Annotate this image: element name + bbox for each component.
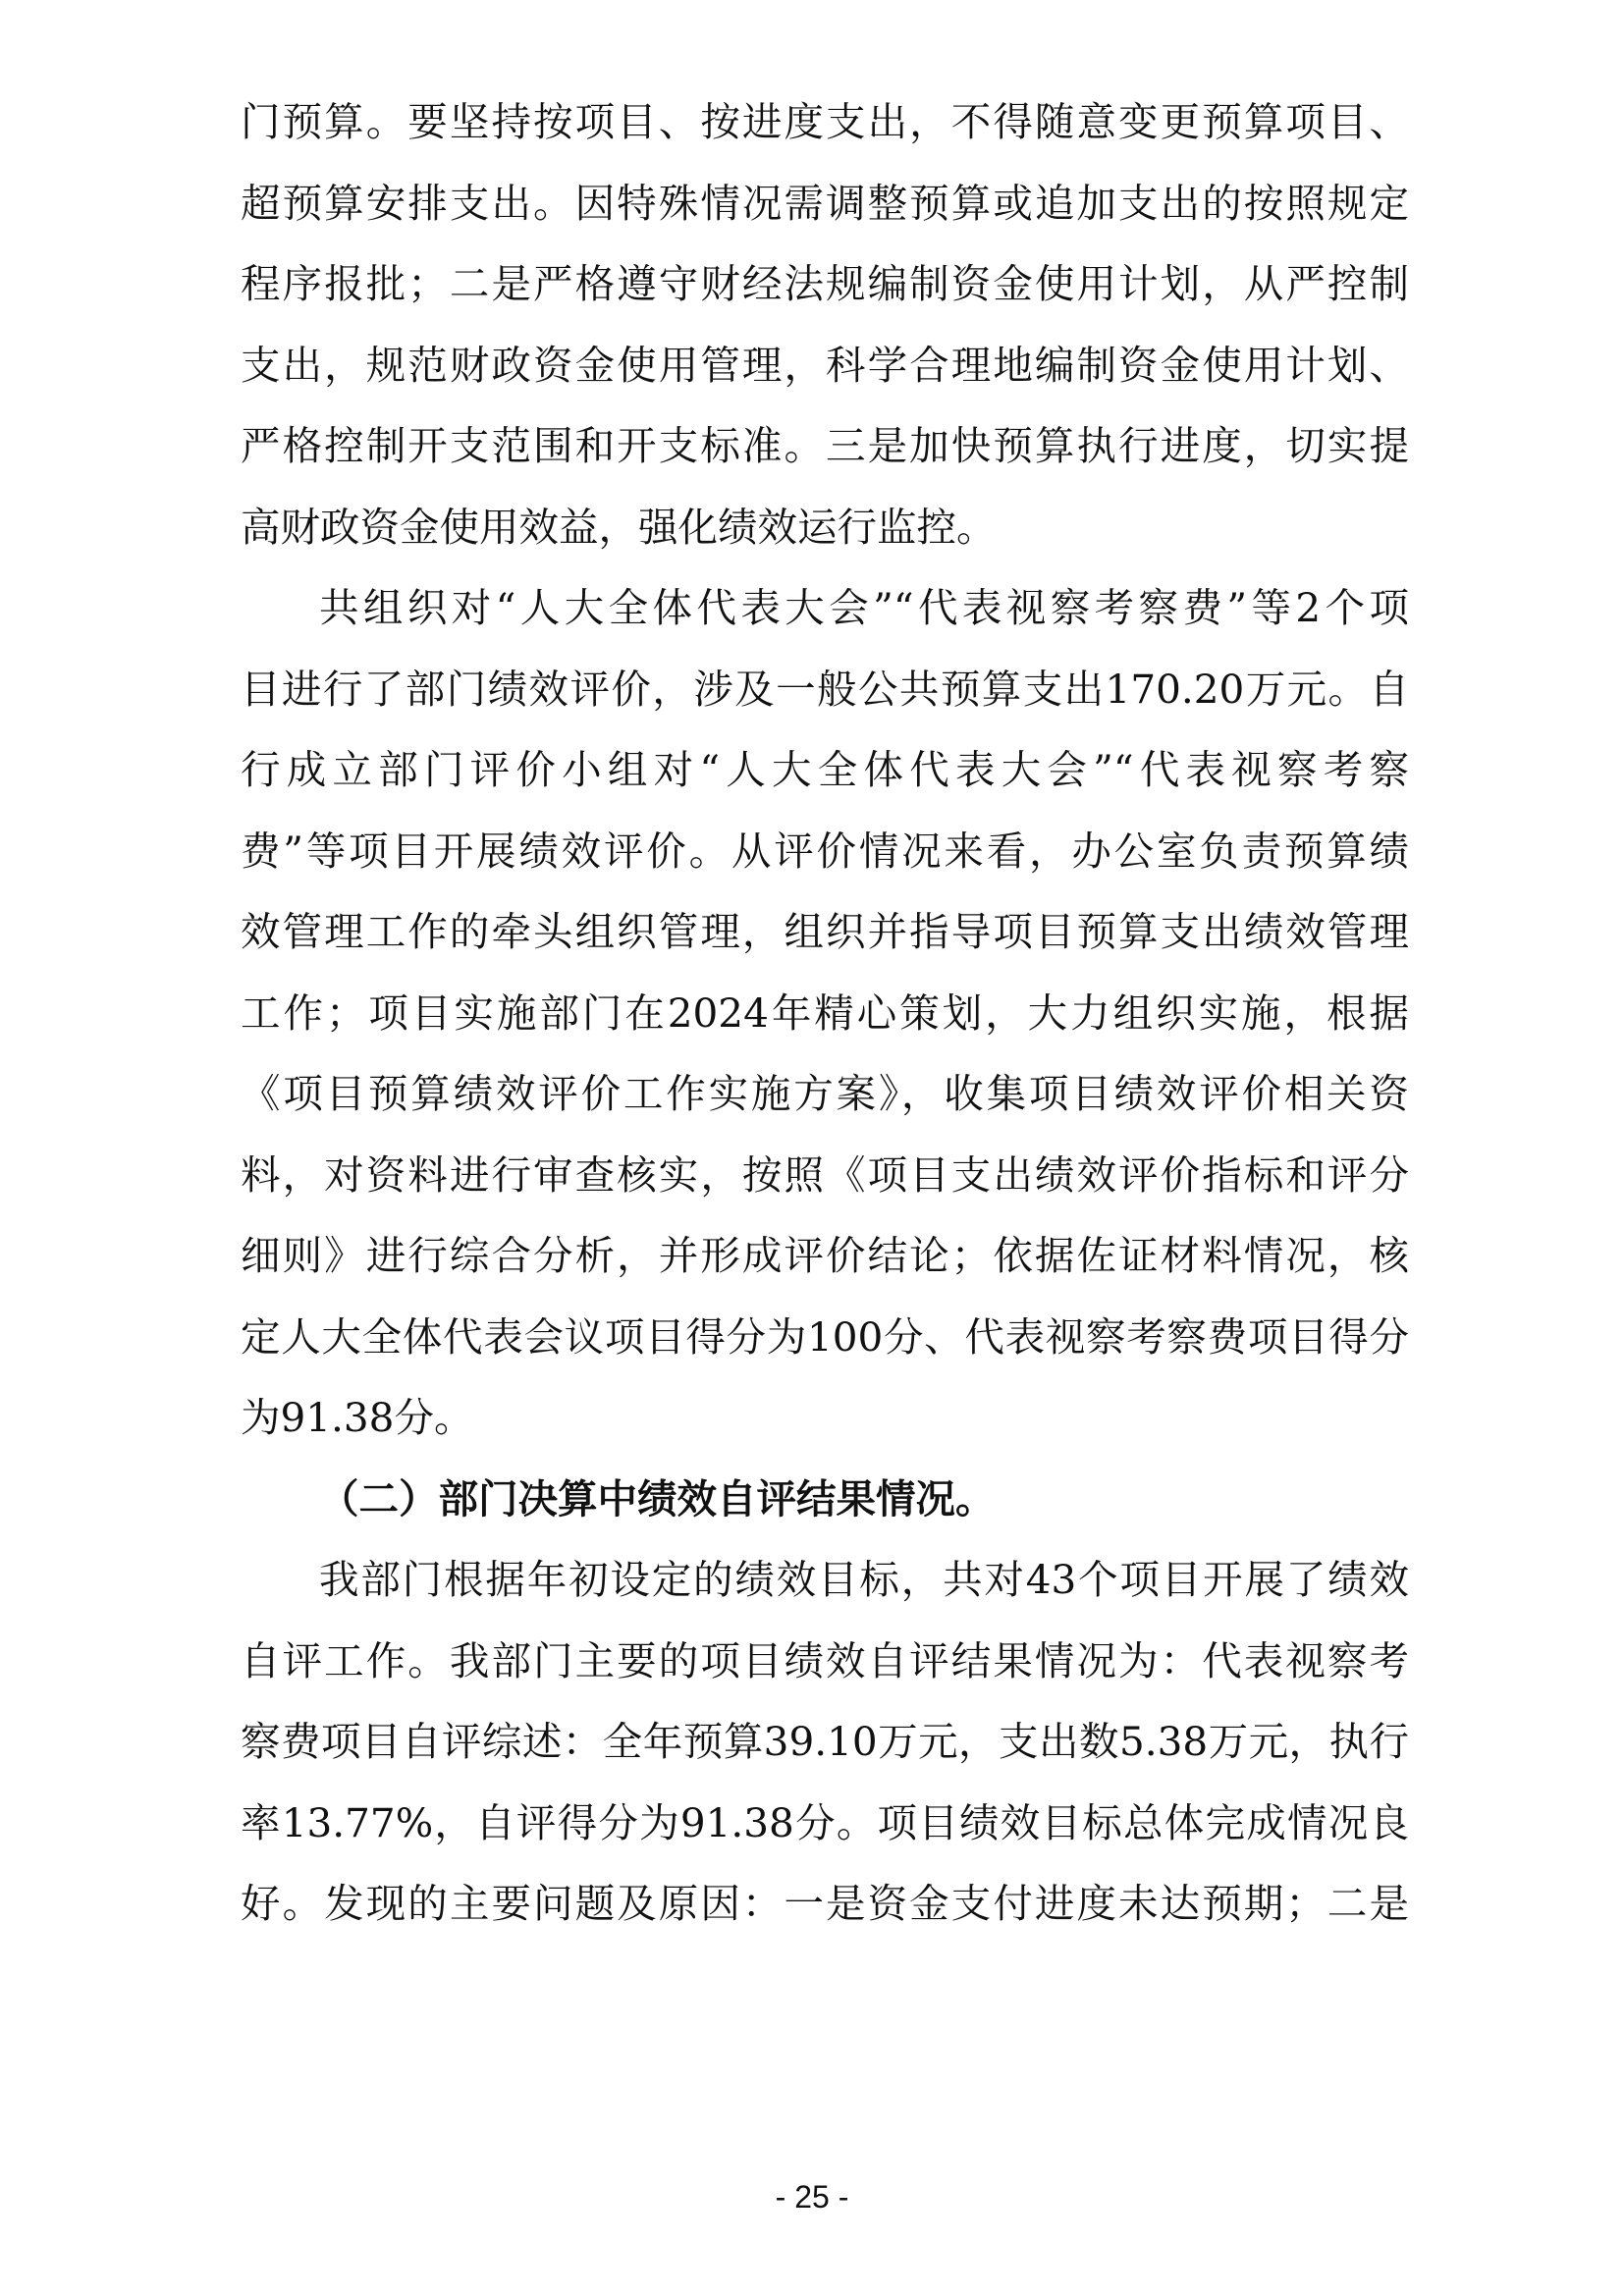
paragraph-2-line: 效管理工作的牵头组织管理，组织并指导项目预算支出绩效管理	[241, 908, 1409, 955]
paragraph-1-line: 高财政资金使用效益，强化绩效运行监控。	[241, 504, 997, 551]
paragraph-2-line: 定人大全体代表会议项目得分为100分、代表视察考察费项目得分	[241, 1313, 1409, 1361]
paragraph-1-line: 支出，规范财政资金使用管理，科学合理地编制资金使用计划、	[241, 342, 1409, 389]
paragraph-3-line: 好。发现的主要问题及原因：一是资金支付进度未达预期；二是	[241, 1880, 1409, 1927]
paragraph-2-line: 工作；项目实施部门在2024年精心策划，大力组织实施，根据	[241, 989, 1409, 1037]
paragraph-2-line: 料，对资料进行审查核实，按照《项目支出绩效评价指标和评分	[241, 1151, 1409, 1199]
paragraph-3-line: 率13.77%，自评得分为91.38分。项目绩效目标总体完成情况良	[241, 1799, 1409, 1846]
paragraph-2-line: 目进行了部门绩效评价，涉及一般公共预算支出170.20万元。自	[241, 666, 1409, 713]
paragraph-3-line: 我部门根据年初设定的绩效目标，共对43个项目开展了绩效	[319, 1556, 1409, 1603]
paragraph-2-line: 为91.38分。	[241, 1394, 474, 1441]
paragraph-1-line: 严格控制开支范围和开支标准。三是加快预算执行进度，切实提	[241, 422, 1409, 469]
paragraph-1-line: 超预算安排支出。因特殊情况需调整预算或追加支出的按照规定	[241, 180, 1409, 227]
paragraph-2-line: 《项目预算绩效评价工作实施方案》，收集项目绩效评价相关资	[241, 1070, 1409, 1117]
paragraph-1-line: 程序报批；二是严格遵守财经法规编制资金使用计划，从严控制	[241, 260, 1409, 307]
paragraph-3-line: 自评工作。我部门主要的项目绩效自评结果情况为：代表视察考	[241, 1637, 1409, 1684]
page-number: - 25 -	[775, 2179, 849, 2215]
paragraph-2-line: 共组织对“人大全体代表大会”“代表视察考察费”等2个项	[319, 584, 1409, 631]
section-heading: （二）部门决算中绩效自评结果情况。	[319, 1475, 996, 1522]
paragraph-2-line: 行成立部门评价小组对“人大全体代表大会”“代表视察考察	[241, 746, 1409, 793]
paragraph-1-line: 门预算。要坚持按项目、按进度支出，不得随意变更预算项目、	[241, 98, 1409, 145]
paragraph-3-line: 察费项目自评综述：全年预算39.10万元，支出数5.38万元，执行	[241, 1718, 1409, 1765]
paragraph-2-line: 细则》进行综合分析，并形成评价结论；依据佐证材料情况，核	[241, 1232, 1409, 1279]
paragraph-2-line: 费”等项目开展绩效评价。从评价情况来看，办公室负责预算绩	[241, 828, 1409, 875]
